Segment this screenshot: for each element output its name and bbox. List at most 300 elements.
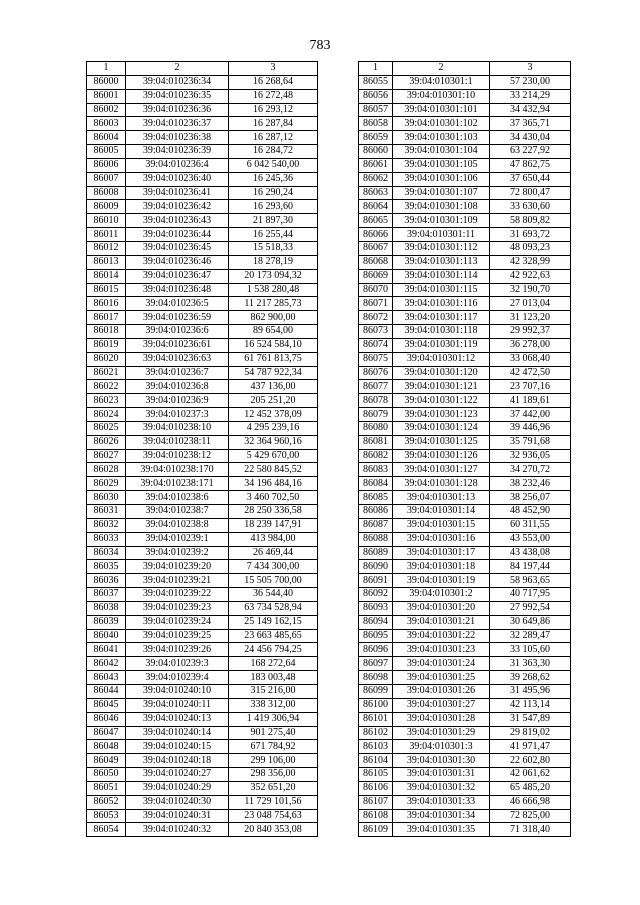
value-cell: 57 230,00	[490, 75, 571, 89]
value-cell: 11 217 285,73	[229, 297, 318, 311]
row-number-cell: 86108	[359, 809, 393, 823]
row-number-cell: 86104	[359, 754, 393, 768]
value-cell: 15 505 700,00	[229, 574, 318, 588]
value-cell: 23 663 485,65	[229, 629, 318, 643]
table-row	[359, 768, 571, 782]
cadastral-number-cell: 39:04:010301:10	[393, 89, 490, 103]
row-number-cell: 86009	[87, 200, 126, 214]
row-number-cell: 86044	[87, 684, 126, 698]
value-cell: 16 293,12	[229, 103, 318, 117]
cadastral-number-cell: 39:04:010301:1	[393, 75, 490, 89]
table-row	[359, 726, 571, 740]
table-row	[359, 574, 571, 588]
cadastral-number-cell: 39:04:010236:4	[126, 158, 229, 172]
cadastral-number-cell: 39:04:010240:18	[126, 754, 229, 768]
table-row	[87, 518, 318, 532]
table-row	[359, 698, 571, 712]
page-number: 783	[309, 38, 331, 53]
value-cell: 299 106,00	[229, 754, 318, 768]
value-cell: 34 196 484,16	[229, 477, 318, 491]
table-row	[87, 491, 318, 505]
table-row	[359, 684, 571, 698]
value-cell: 33 068,40	[490, 352, 571, 366]
table-row	[359, 380, 571, 394]
value-cell: 38 256,07	[490, 491, 571, 505]
table-row	[87, 380, 318, 394]
value-cell: 16 290,24	[229, 186, 318, 200]
value-cell: 34 430,04	[490, 131, 571, 145]
table-row	[87, 352, 318, 366]
cadastral-number-cell: 39:04:010236:40	[126, 172, 229, 186]
table-row	[87, 338, 318, 352]
cadastral-number-cell: 39:04:010301:114	[393, 269, 490, 283]
table-row	[359, 297, 571, 311]
cadastral-number-cell: 39:04:010240:10	[126, 684, 229, 698]
table-row	[359, 131, 571, 145]
cadastral-number-cell: 39:04:010238:10	[126, 421, 229, 435]
table-row	[87, 588, 318, 602]
cadastral-number-cell: 39:04:010239:1	[126, 532, 229, 546]
table-row	[359, 546, 571, 560]
row-number-cell: 86092	[359, 588, 393, 602]
table-row	[87, 698, 318, 712]
row-number-cell: 86011	[87, 228, 126, 242]
table-header-row	[359, 62, 571, 76]
row-number-cell: 86075	[359, 352, 393, 366]
value-cell: 11 729 101,56	[229, 795, 318, 809]
row-number-cell: 86088	[359, 532, 393, 546]
table-row	[87, 214, 318, 228]
cadastral-number-cell: 39:04:010236:38	[126, 131, 229, 145]
table-row	[359, 435, 571, 449]
value-cell: 37 365,71	[490, 117, 571, 131]
value-cell: 31 363,30	[490, 657, 571, 671]
row-number-cell: 86057	[359, 103, 393, 117]
row-number-cell: 86046	[87, 712, 126, 726]
cadastral-number-cell: 39:04:010239:22	[126, 588, 229, 602]
table-row	[359, 89, 571, 103]
value-cell: 31 547,89	[490, 712, 571, 726]
table-row	[359, 117, 571, 131]
value-cell: 31 123,20	[490, 311, 571, 325]
cadastral-number-cell: 39:04:010301:20	[393, 601, 490, 615]
cadastral-number-cell: 39:04:010301:3	[393, 740, 490, 754]
cadastral-number-cell: 39:04:010301:21	[393, 615, 490, 629]
cadastral-number-cell: 39:04:010301:116	[393, 297, 490, 311]
row-number-cell: 86005	[87, 145, 126, 159]
cadastral-number-cell: 39:04:010301:16	[393, 532, 490, 546]
table-row	[359, 560, 571, 574]
cadastral-number-cell: 39:04:010301:122	[393, 394, 490, 408]
cadastral-number-cell: 39:04:010301:19	[393, 574, 490, 588]
row-number-cell: 86015	[87, 283, 126, 297]
table-row	[87, 325, 318, 339]
table-row	[359, 325, 571, 339]
value-cell: 42 328,99	[490, 255, 571, 269]
value-cell: 15 518,33	[229, 241, 318, 255]
cadastral-number-cell: 39:04:010301:115	[393, 283, 490, 297]
cadastral-number-cell: 39:04:010301:26	[393, 684, 490, 698]
table-row	[359, 477, 571, 491]
cadastral-number-cell: 39:04:010301:31	[393, 768, 490, 782]
table-row	[359, 505, 571, 519]
cadastral-number-cell: 39:04:010301:128	[393, 477, 490, 491]
table-row	[87, 754, 318, 768]
value-cell: 16 245,36	[229, 172, 318, 186]
value-cell: 63 227,92	[490, 145, 571, 159]
value-cell: 21 897,30	[229, 214, 318, 228]
cadastral-number-cell: 39:04:010301:34	[393, 809, 490, 823]
cadastral-number-cell: 39:04:010236:45	[126, 241, 229, 255]
row-number-cell: 86041	[87, 643, 126, 657]
table-row	[359, 643, 571, 657]
row-number-cell: 86060	[359, 145, 393, 159]
cadastral-number-cell: 39:04:010238:7	[126, 505, 229, 519]
cadastral-number-cell: 39:04:010236:47	[126, 269, 229, 283]
row-number-cell: 86069	[359, 269, 393, 283]
value-cell: 437 136,00	[229, 380, 318, 394]
value-cell: 168 272,64	[229, 657, 318, 671]
value-cell: 23 048 754,63	[229, 809, 318, 823]
table-row	[359, 823, 571, 837]
row-number-cell: 86080	[359, 421, 393, 435]
table-row	[87, 823, 318, 837]
table-row	[87, 283, 318, 297]
cadastral-number-cell: 39:04:010301:120	[393, 366, 490, 380]
value-cell: 42 061,62	[490, 768, 571, 782]
table-row	[359, 103, 571, 117]
value-cell: 24 456 794,25	[229, 643, 318, 657]
row-number-cell: 86042	[87, 657, 126, 671]
value-cell: 862 900,00	[229, 311, 318, 325]
cadastral-number-cell: 39:04:010238:171	[126, 477, 229, 491]
table-row	[359, 657, 571, 671]
row-number-cell: 86026	[87, 435, 126, 449]
row-number-cell: 86040	[87, 629, 126, 643]
table-row	[359, 311, 571, 325]
cadastral-number-cell: 39:04:010236:8	[126, 380, 229, 394]
row-number-cell: 86006	[87, 158, 126, 172]
table-row	[87, 200, 318, 214]
row-number-cell: 86096	[359, 643, 393, 657]
table-row	[87, 408, 318, 422]
cadastral-number-cell: 39:04:010301:106	[393, 172, 490, 186]
value-cell: 352 651,20	[229, 781, 318, 795]
cadastral-number-cell: 39:04:010301:103	[393, 131, 490, 145]
table-row	[359, 145, 571, 159]
row-number-cell: 86059	[359, 131, 393, 145]
value-cell: 32 190,70	[490, 283, 571, 297]
cadastral-number-cell: 39:04:010240:30	[126, 795, 229, 809]
row-number-cell: 86002	[87, 103, 126, 117]
row-number-cell: 86064	[359, 200, 393, 214]
value-cell: 41 189,61	[490, 394, 571, 408]
row-number-cell: 86017	[87, 311, 126, 325]
row-number-cell: 86019	[87, 338, 126, 352]
cadastral-number-cell: 39:04:010239:20	[126, 560, 229, 574]
row-number-cell: 86013	[87, 255, 126, 269]
right-table	[358, 61, 571, 837]
row-number-cell: 86089	[359, 546, 393, 560]
value-cell: 298 356,00	[229, 768, 318, 782]
value-cell: 20 840 353,08	[229, 823, 318, 837]
row-number-cell: 86020	[87, 352, 126, 366]
table-row	[359, 588, 571, 602]
cadastral-number-cell: 39:04:010301:121	[393, 380, 490, 394]
cadastral-number-cell: 39:04:010236:59	[126, 311, 229, 325]
cadastral-number-cell: 39:04:010238:11	[126, 435, 229, 449]
column-header-3: 3	[490, 62, 571, 76]
cadastral-number-cell: 39:04:010301:13	[393, 491, 490, 505]
row-number-cell: 86066	[359, 228, 393, 242]
cadastral-number-cell: 39:04:010301:14	[393, 505, 490, 519]
value-cell: 6 042 540,00	[229, 158, 318, 172]
table-row	[359, 408, 571, 422]
cadastral-number-cell: 39:04:010301:127	[393, 463, 490, 477]
table-row	[87, 712, 318, 726]
row-number-cell: 86053	[87, 809, 126, 823]
row-number-cell: 86071	[359, 297, 393, 311]
row-number-cell: 86033	[87, 532, 126, 546]
value-cell: 16 287,12	[229, 131, 318, 145]
value-cell: 61 761 813,75	[229, 352, 318, 366]
value-cell: 65 485,20	[490, 781, 571, 795]
cadastral-number-cell: 39:04:010240:13	[126, 712, 229, 726]
value-cell: 33 105,60	[490, 643, 571, 657]
cadastral-number-cell: 39:04:010236:61	[126, 338, 229, 352]
row-number-cell: 86094	[359, 615, 393, 629]
value-cell: 18 278,19	[229, 255, 318, 269]
table-row	[87, 269, 318, 283]
row-number-cell: 86025	[87, 421, 126, 435]
cadastral-number-cell: 39:04:010236:36	[126, 103, 229, 117]
value-cell: 84 197,44	[490, 560, 571, 574]
row-number-cell: 86090	[359, 560, 393, 574]
row-number-cell: 86095	[359, 629, 393, 643]
value-cell: 31 495,96	[490, 684, 571, 698]
table-row	[87, 560, 318, 574]
column-header-1: 1	[87, 62, 126, 76]
row-number-cell: 86024	[87, 408, 126, 422]
row-number-cell: 86028	[87, 463, 126, 477]
row-number-cell: 86035	[87, 560, 126, 574]
table-row	[87, 477, 318, 491]
table-row	[359, 601, 571, 615]
cadastral-number-cell: 39:04:010301:27	[393, 698, 490, 712]
row-number-cell: 86079	[359, 408, 393, 422]
cadastral-number-cell: 39:04:010301:35	[393, 823, 490, 837]
value-cell: 7 434 300,00	[229, 560, 318, 574]
row-number-cell: 86037	[87, 588, 126, 602]
value-cell: 12 452 378,09	[229, 408, 318, 422]
row-number-cell: 86101	[359, 712, 393, 726]
value-cell: 46 666,98	[490, 795, 571, 809]
cadastral-number-cell: 39:04:010301:125	[393, 435, 490, 449]
table-row	[359, 214, 571, 228]
value-cell: 39 268,62	[490, 671, 571, 685]
cadastral-number-cell: 39:04:010239:2	[126, 546, 229, 560]
cadastral-number-cell: 39:04:010301:108	[393, 200, 490, 214]
value-cell: 31 693,72	[490, 228, 571, 242]
table-row	[359, 518, 571, 532]
cadastral-number-cell: 39:04:010239:3	[126, 657, 229, 671]
row-number-cell: 86029	[87, 477, 126, 491]
table-row	[87, 809, 318, 823]
table-row	[359, 200, 571, 214]
cadastral-number-cell: 39:04:010236:6	[126, 325, 229, 339]
table-row	[359, 269, 571, 283]
value-cell: 38 232,46	[490, 477, 571, 491]
row-number-cell: 86007	[87, 172, 126, 186]
row-number-cell: 86058	[359, 117, 393, 131]
value-cell: 3 460 702,50	[229, 491, 318, 505]
row-number-cell: 86023	[87, 394, 126, 408]
value-cell: 315 216,00	[229, 684, 318, 698]
value-cell: 16 255,44	[229, 228, 318, 242]
row-number-cell: 86085	[359, 491, 393, 505]
cadastral-number-cell: 39:04:010301:28	[393, 712, 490, 726]
value-cell: 72 800,47	[490, 186, 571, 200]
cadastral-number-cell: 39:04:010238:170	[126, 463, 229, 477]
row-number-cell: 86107	[359, 795, 393, 809]
value-cell: 60 311,55	[490, 518, 571, 532]
row-number-cell: 86070	[359, 283, 393, 297]
cadastral-number-cell: 39:04:010301:105	[393, 158, 490, 172]
value-cell: 48 093,23	[490, 241, 571, 255]
table-row	[87, 311, 318, 325]
row-number-cell: 86034	[87, 546, 126, 560]
cadastral-number-cell: 39:04:010301:107	[393, 186, 490, 200]
row-number-cell: 86056	[359, 89, 393, 103]
table-row	[359, 532, 571, 546]
value-cell: 40 717,95	[490, 588, 571, 602]
cadastral-number-cell: 39:04:010301:17	[393, 546, 490, 560]
value-cell: 16 524 584,10	[229, 338, 318, 352]
value-cell: 29 819,02	[490, 726, 571, 740]
column-header-2: 2	[126, 62, 229, 76]
value-cell: 1 419 306,94	[229, 712, 318, 726]
table-row	[87, 532, 318, 546]
cadastral-number-cell: 39:04:010236:9	[126, 394, 229, 408]
cadastral-number-cell: 39:04:010238:12	[126, 449, 229, 463]
value-cell: 43 438,08	[490, 546, 571, 560]
cadastral-number-cell: 39:04:010240:14	[126, 726, 229, 740]
row-number-cell: 86097	[359, 657, 393, 671]
value-cell: 37 442,00	[490, 408, 571, 422]
table-row	[87, 131, 318, 145]
table-row	[87, 241, 318, 255]
cadastral-number-cell: 39:04:010301:124	[393, 421, 490, 435]
value-cell: 33 214,29	[490, 89, 571, 103]
table-row	[87, 781, 318, 795]
table-row	[359, 394, 571, 408]
row-number-cell: 86065	[359, 214, 393, 228]
table-row	[87, 172, 318, 186]
table-row	[87, 726, 318, 740]
row-number-cell: 86086	[359, 505, 393, 519]
table-row	[359, 421, 571, 435]
row-number-cell: 86021	[87, 366, 126, 380]
row-number-cell: 86074	[359, 338, 393, 352]
value-cell: 16 293,60	[229, 200, 318, 214]
table-row	[359, 255, 571, 269]
row-number-cell: 86105	[359, 768, 393, 782]
value-cell: 36 544,40	[229, 588, 318, 602]
value-cell: 29 992,37	[490, 325, 571, 339]
cadastral-number-cell: 39:04:010239:21	[126, 574, 229, 588]
value-cell: 48 452,90	[490, 505, 571, 519]
row-number-cell: 86084	[359, 477, 393, 491]
cadastral-number-cell: 39:04:010240:15	[126, 740, 229, 754]
row-number-cell: 86098	[359, 671, 393, 685]
value-cell: 16 272,48	[229, 89, 318, 103]
table-row	[87, 684, 318, 698]
cadastral-number-cell: 39:04:010236:35	[126, 89, 229, 103]
value-cell: 42 113,14	[490, 698, 571, 712]
cadastral-number-cell: 39:04:010236:42	[126, 200, 229, 214]
cadastral-number-cell: 39:04:010301:23	[393, 643, 490, 657]
row-number-cell: 86106	[359, 781, 393, 795]
table-row	[359, 449, 571, 463]
value-cell: 22 580 845,52	[229, 463, 318, 477]
value-cell: 41 971,47	[490, 740, 571, 754]
cadastral-number-cell: 39:04:010239:26	[126, 643, 229, 657]
cadastral-number-cell: 39:04:010301:126	[393, 449, 490, 463]
cadastral-number-cell: 39:04:010301:30	[393, 754, 490, 768]
table-row	[359, 283, 571, 297]
row-number-cell: 86018	[87, 325, 126, 339]
table-row	[87, 601, 318, 615]
table-row	[359, 629, 571, 643]
row-number-cell: 86103	[359, 740, 393, 754]
value-cell: 34 270,72	[490, 463, 571, 477]
row-number-cell: 86003	[87, 117, 126, 131]
value-cell: 27 992,54	[490, 601, 571, 615]
row-number-cell: 86036	[87, 574, 126, 588]
table-row	[87, 671, 318, 685]
table-row	[359, 781, 571, 795]
table-row	[87, 117, 318, 131]
row-number-cell: 86027	[87, 449, 126, 463]
value-cell: 42 472,50	[490, 366, 571, 380]
cadastral-number-cell: 39:04:010236:37	[126, 117, 229, 131]
value-cell: 338 312,00	[229, 698, 318, 712]
cadastral-number-cell: 39:04:010240:32	[126, 823, 229, 837]
cadastral-number-cell: 39:04:010301:32	[393, 781, 490, 795]
cadastral-number-cell: 39:04:010301:18	[393, 560, 490, 574]
cadastral-number-cell: 39:04:010301:33	[393, 795, 490, 809]
cadastral-number-cell: 39:04:010238:8	[126, 518, 229, 532]
value-cell: 30 649,86	[490, 615, 571, 629]
table-row	[87, 228, 318, 242]
value-cell: 34 432,94	[490, 103, 571, 117]
value-cell: 5 429 670,00	[229, 449, 318, 463]
row-number-cell: 86061	[359, 158, 393, 172]
table-row	[359, 366, 571, 380]
cadastral-number-cell: 39:04:010239:4	[126, 671, 229, 685]
table-row	[87, 740, 318, 754]
row-number-cell: 86010	[87, 214, 126, 228]
value-cell: 901 275,40	[229, 726, 318, 740]
table-row	[87, 158, 318, 172]
row-number-cell: 86102	[359, 726, 393, 740]
row-number-cell: 86082	[359, 449, 393, 463]
row-number-cell: 86050	[87, 768, 126, 782]
column-header-1: 1	[359, 62, 393, 76]
table-row	[359, 491, 571, 505]
table-row	[359, 228, 571, 242]
value-cell: 20 173 094,32	[229, 269, 318, 283]
